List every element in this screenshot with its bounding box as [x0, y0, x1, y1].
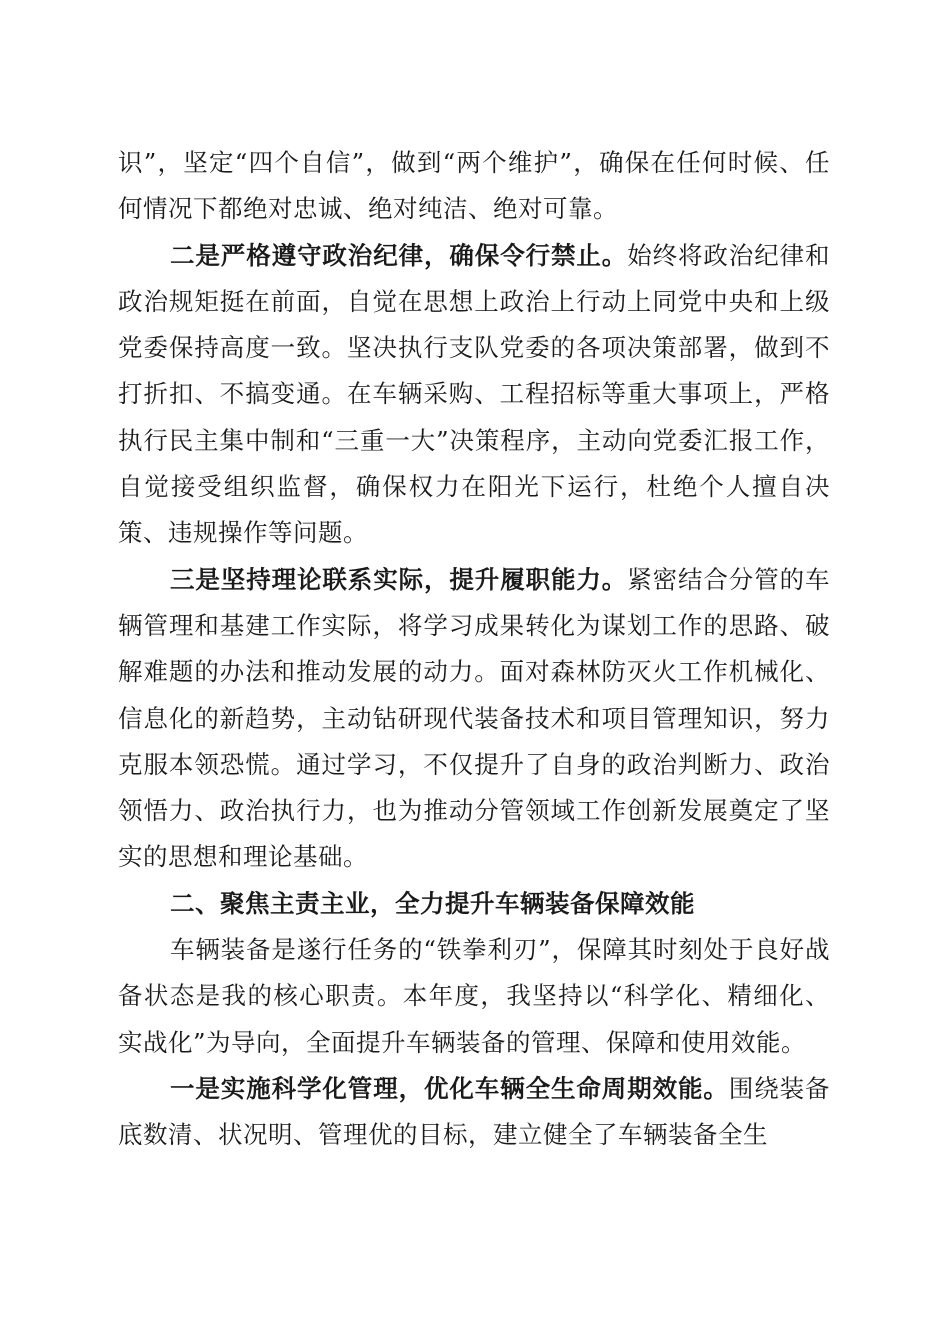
- paragraph-political-discipline: [118, 233, 830, 557]
- paragraph-scientific-management: [118, 1066, 830, 1159]
- paragraph-lead: 二是严格遵守政治纪律，确保令行禁止。: [170, 240, 628, 270]
- paragraph-lead: 一是实施科学化管理，优化车辆全生命周期效能。: [170, 1073, 729, 1103]
- paragraph-text: 紧密结合分管的车辆管理和基建工作实际，将学习成果转化为谋划工作的思路、破解难题的办法和推动发展的动力。面对森林防灭火工作机械化、信息化的新趋势，主动钻研现代装备技术和项目管理知识，努力克服本领恐慌。通过学习，不仅提升了自身的政治判断力、政治领悟力、政治执行力，也为推动分管领域工作创新发展奠定了坚实的思想和理论基础。: [118, 564, 831, 872]
- paragraph-text: 围绕装备底数清、状况明、管理优的目标，建立健全了车辆装备全生: [118, 1073, 831, 1150]
- document-body: [118, 140, 830, 1159]
- paragraph-text: 车辆装备是遂行任务的“铁拳利刃”，保障其时刻处于良好战备状态是我的核心职责。本年度，我坚持以“科学化、精细化、实战化”为导向，全面提升车辆装备的管理、保障和使用效能。: [118, 935, 830, 1057]
- section-heading: 二、聚焦主责主业，全力提升车辆装备保障效能: [170, 888, 695, 918]
- paragraph-lead: 三是坚持理论联系实际，提升履职能力。: [170, 564, 628, 594]
- paragraph-text: 始终将政治纪律和政治规矩挺在前面，自觉在思想上政治上行动上同党中央和上级党委保持高度一致。坚决执行支队党委的各项决策部署，做到不打折扣、不搞变通。在车辆采购、工程招标等重大事项上，严格执行民主集中制和“三重一大”决策程序，主动向党委汇报工作，自觉接受组织监督，确保权力在阳光下运行，杜绝个人擅自决策、违规操作等问题。: [118, 240, 831, 548]
- paragraph-theory-practice: [118, 557, 830, 881]
- paragraph-text: 识”，坚定“四个自信”，做到“两个维护”，确保在任何时候、任何情况下都绝对忠诚、绝对纯洁、绝对可靠。: [118, 148, 830, 224]
- paragraph-vehicle-equipment: [118, 927, 830, 1066]
- paragraph-continuation: [118, 140, 830, 233]
